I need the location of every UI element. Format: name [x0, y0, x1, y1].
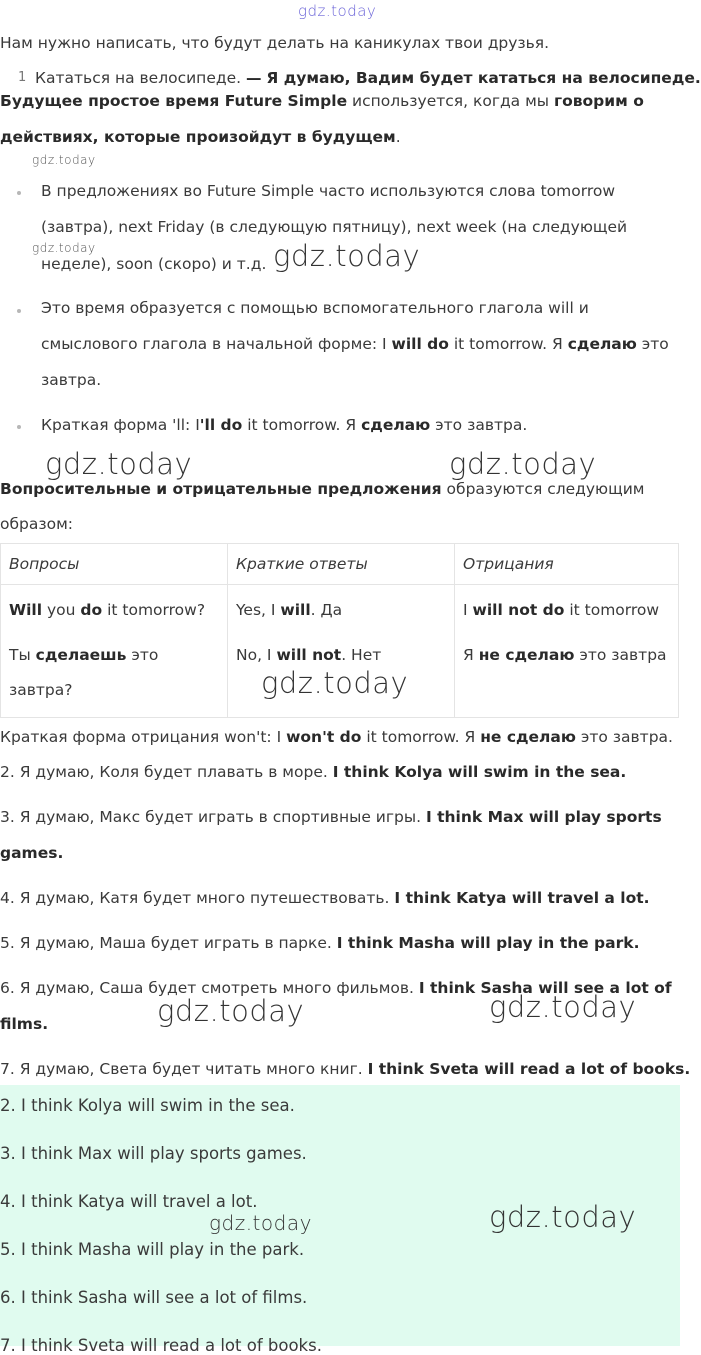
bullet-icon — [17, 191, 21, 195]
watermark-3: gdz.today — [449, 447, 597, 481]
bullet-1-line-2: (завтра), next Friday (в следующую пятницу), next week (на следующей — [41, 218, 628, 236]
example-en: Я думаю, Вадим будет кататься на велосипеде. — [266, 69, 701, 87]
exercise-line: 4. Я думаю, Катя будет много путешествовать. I think Katya will travel a lot. — [0, 889, 650, 907]
answer-line: 4. I think Katya will travel a lot. — [0, 1192, 258, 1211]
watermark-4: gdz.today — [261, 666, 409, 700]
watermark-2: gdz.today — [45, 447, 193, 481]
table-header-questions: Вопросы — [1, 544, 228, 585]
table-header-negations: Отрицания — [455, 544, 679, 585]
bullet-3-line: Краткая форма 'll: I'll do it tomorrow. Я сделаю это завтра. — [41, 416, 528, 434]
bullet-icon — [17, 425, 21, 429]
table-cell-negations: I will not do it tomorrow Я не сделаю это завтра — [455, 585, 679, 718]
exercise-line: 7. Я думаю, Света будет читать много книг. I think Sveta will read a lot of books. — [0, 1060, 691, 1078]
watermark-7: gdz.today — [209, 1211, 312, 1235]
exercise-line: 5. Я думаю, Маша будет играть в парке. I think Masha will play in the park. — [0, 934, 640, 952]
bullet-1-line-1: В предложениях во Future Simple часто используются слова tomorrow — [41, 182, 616, 200]
questions-line-1: Вопросительные и отрицательные предложения образуются следующим — [0, 480, 645, 498]
watermark-8: gdz.today — [489, 1200, 637, 1234]
example-line — [35, 69, 701, 87]
answers-block — [0, 1085, 680, 1355]
answer-line: 5. I think Masha will play in the park. — [0, 1240, 305, 1259]
watermark-small-2: gdz.today — [32, 241, 96, 255]
table-header-row — [1, 544, 679, 585]
watermark-5: gdz.today — [157, 994, 305, 1028]
exercise-line: 3. Я думаю, Макс будет играть в спортивные игры. I think Max will play sports — [0, 808, 662, 826]
answer-line: 2. I think Kolya will swim in the sea. — [0, 1096, 295, 1115]
exercise-line: 6. Я думаю, Саша будет смотреть много фильмов. I think Sasha will see a lot of — [0, 979, 672, 997]
watermark-top: gdz.today — [298, 2, 377, 20]
short-negation-line: Краткая форма отрицания won't: I won't do it tomorrow. Я не сделаю это завтра. — [0, 728, 673, 746]
answer-line: 7. I think Sveta will read a lot of books. — [0, 1336, 322, 1355]
bullet-2-line-1: Это время образуется с помощью вспомогательного глагола will и — [41, 299, 589, 317]
theory-line-1: Будущее простое время Future Simple используется, когда мы говорим о — [0, 92, 644, 110]
example-number: 1 — [18, 70, 27, 85]
exercise-line: 2. Я думаю, Коля будет плавать в море. I think Kolya will swim in the sea. — [0, 763, 627, 781]
future-simple-term: Будущее простое время Future Simple — [0, 92, 348, 110]
watermark-1: gdz.today — [273, 239, 421, 273]
table-cell-questions: Will you do it tomorrow? Ты сделаешь это завтра? — [1, 585, 228, 718]
bullet-1-line-3: неделе), soon (скоро) и т.д. — [41, 255, 267, 273]
questions-line-2: образом: — [0, 515, 74, 533]
bullet-icon — [17, 309, 21, 313]
bullet-2-line-3: завтра. — [41, 371, 102, 389]
table-header-answers: Краткие ответы — [228, 544, 455, 585]
theory-line-2: действиях, которые произойдут в будущем. — [0, 128, 401, 146]
table-cell-answers: Yes, I will. Да No, I will not. Нет — [228, 585, 455, 718]
example-ru: Кататься на велосипеде. — [35, 69, 242, 87]
exercise-line-continued: films. — [0, 1015, 49, 1033]
answer-line: 3. I think Max will play sports games. — [0, 1144, 307, 1163]
watermark-small-1: gdz.today — [32, 153, 96, 167]
exercise-line-continued: games. — [0, 844, 64, 862]
example-dash: — — [245, 69, 262, 87]
answer-line: 6. I think Sasha will see a lot of films. — [0, 1288, 308, 1307]
watermark-6: gdz.today — [489, 990, 637, 1024]
intro-text: Нам нужно написать, что будут делать на каникулах твои друзья. — [0, 34, 550, 52]
bullet-2-line-2: смыслового глагола в начальной форме: I will do it tomorrow. Я сделаю это — [41, 335, 669, 353]
